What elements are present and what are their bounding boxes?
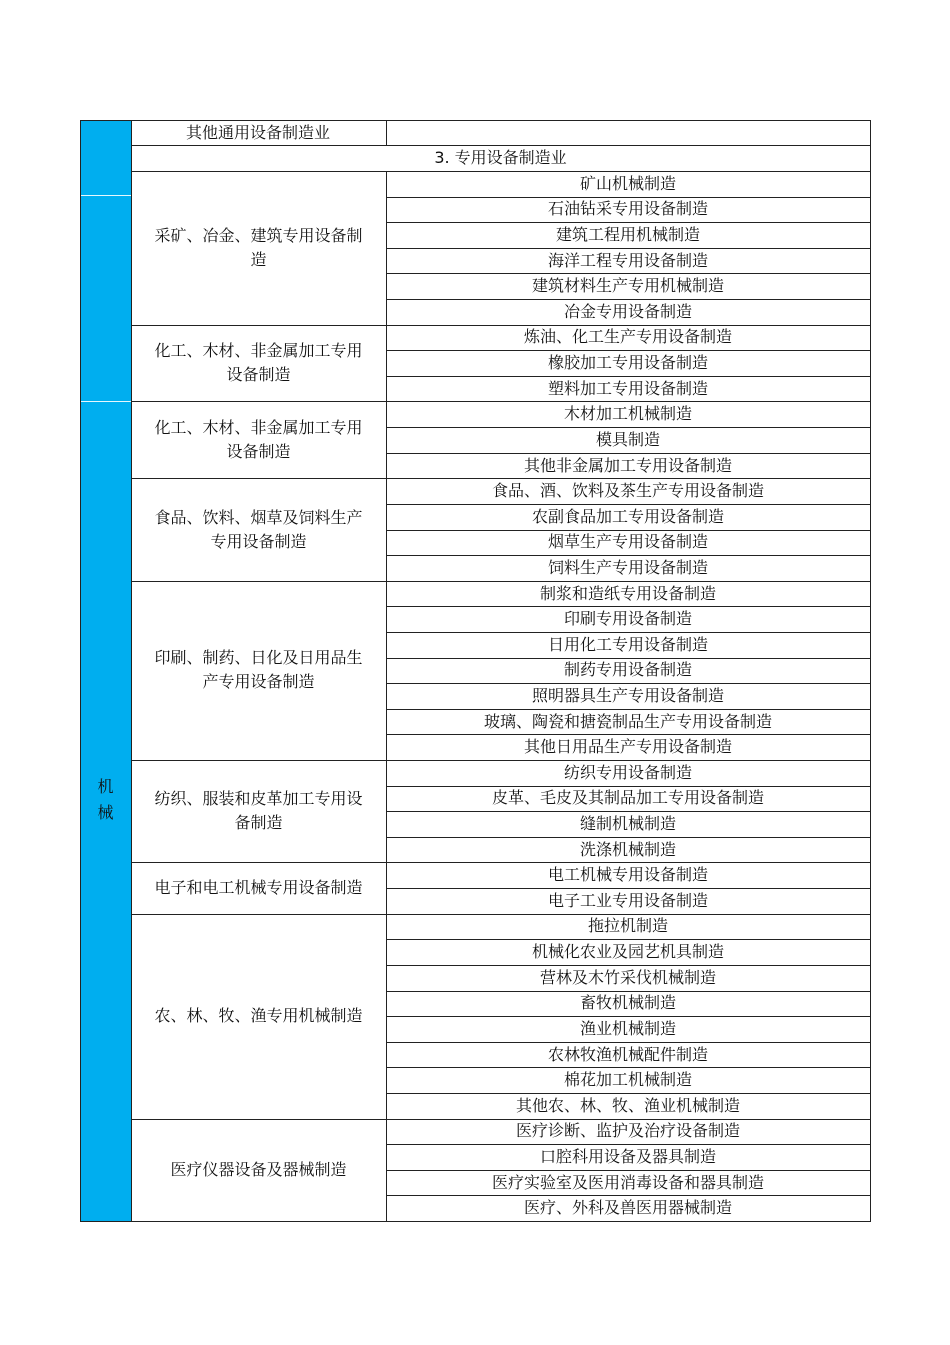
row-divider (386, 837, 871, 838)
row-divider (386, 530, 871, 531)
right-border (870, 120, 871, 1222)
subcategory-cell: 玻璃、陶瓷和搪瓷制品生产专用设备制造 (483, 711, 772, 731)
subcategory-cell: 制浆和造纸专用设备制造 (539, 583, 716, 603)
subcategory-cell: 矿山机械制造 (579, 173, 676, 193)
row-divider (386, 1093, 871, 1094)
row-divider (386, 453, 871, 454)
subcategory-cell: 制药专用设备制造 (563, 660, 692, 680)
subcategory-cell: 医疗、外科及兽医用器械制造 (523, 1198, 732, 1218)
subcategory-cell: 海洋工程专用设备制造 (547, 250, 708, 270)
subcategory-cell: 饲料生产专用设备制造 (547, 557, 708, 577)
subcategory-cell: 皮革、毛皮及其制品加工专用设备制造 (491, 788, 764, 808)
row-divider (386, 632, 871, 633)
row-divider (386, 811, 871, 812)
subcategory-cell: 医疗诊断、监护及治疗设备制造 (515, 1121, 740, 1141)
row-divider (386, 888, 871, 889)
row-divider (386, 991, 871, 992)
row-divider (386, 1144, 871, 1145)
group-name-cell: 化工、木材、非金属加工专用设备制造 (154, 341, 363, 385)
group-name-cell: 印刷、制药、日化及日用品生产专用设备制造 (154, 648, 363, 692)
subcategory-cell: 其他非金属加工专用设备制造 (523, 455, 732, 475)
top-row-right-cell (386, 120, 870, 145)
top-row-left-cell: 其他通用设备制造业 (185, 122, 330, 142)
subcategory-cell: 纺织专用设备制造 (563, 762, 692, 782)
row-divider (386, 197, 871, 198)
subcategory-cell: 橡胶加工专用设备制造 (547, 353, 708, 373)
left-border (80, 120, 81, 1222)
row-divider (386, 965, 871, 966)
row-divider (386, 683, 871, 684)
row-divider (386, 555, 871, 556)
industry-column (80, 120, 131, 1221)
subcategory-cell: 建筑材料生产专用机械制造 (531, 276, 724, 296)
industry-label: 机 械 (97, 777, 114, 822)
heading-divider (131, 171, 871, 172)
row-divider (386, 734, 871, 735)
column-divider-2 (386, 171, 387, 1222)
row-divider (386, 786, 871, 787)
subcategory-cell: 石油钻采专用设备制造 (547, 199, 708, 219)
table-top-border (80, 120, 871, 121)
subcategory-cell: 电子工业专用设备制造 (547, 890, 708, 910)
subcategory-cell: 冶金专用设备制造 (563, 301, 692, 321)
subcategory-cell: 农林牧渔机械配件制造 (547, 1044, 708, 1064)
column-divider-1 (131, 120, 132, 1222)
row-divider (386, 1042, 871, 1043)
subcategory-cell: 食品、酒、饮料及茶生产专用设备制造 (491, 481, 764, 501)
subcategory-cell: 营林及木竹采伐机械制造 (539, 967, 716, 987)
subcategory-cell: 印刷专用设备制造 (563, 609, 692, 629)
row-divider (386, 504, 871, 505)
subcategory-cell: 建筑工程用机械制造 (555, 225, 700, 245)
subcategory-cell: 其他农、林、牧、渔业机械制造 (515, 1095, 740, 1115)
group-name-cell: 医疗仪器设备及器械制造 (170, 1159, 347, 1179)
row-divider (386, 1195, 871, 1196)
group-name-cell: 电子和电工机械专用设备制造 (154, 878, 363, 898)
row-divider (386, 606, 871, 607)
subcategory-cell: 塑料加工专用设备制造 (547, 378, 708, 398)
subcategory-cell: 拖拉机制造 (587, 916, 668, 936)
row-divider (386, 658, 871, 659)
subcategory-cell: 机械化农业及园艺机具制造 (531, 942, 724, 962)
subcategory-cell: 口腔科用设备及器具制造 (539, 1146, 716, 1166)
row-divider (386, 222, 871, 223)
group-name-cell: 农、林、牧、渔专用机械制造 (154, 1006, 363, 1026)
subcategory-cell: 日用化工专用设备制造 (547, 634, 708, 654)
row-divider (386, 376, 871, 377)
group-name-cell: 采矿、冶金、建筑专用设备制造 (154, 225, 363, 269)
subcategory-cell: 炼油、化工生产专用设备制造 (523, 327, 732, 347)
row-divider (386, 248, 871, 249)
row-divider (386, 1170, 871, 1171)
industry-column-divider (80, 195, 131, 196)
subcategory-cell: 农副食品加工专用设备制造 (531, 506, 724, 526)
row-divider (386, 350, 871, 351)
row-divider (386, 939, 871, 940)
subcategory-cell: 电工机械专用设备制造 (547, 865, 708, 885)
group-name-cell: 化工、木材、非金属加工专用设备制造 (154, 417, 363, 461)
row-divider (386, 1067, 871, 1068)
subcategory-cell: 畜牧机械制造 (579, 993, 676, 1013)
subcategory-cell: 渔业机械制造 (579, 1018, 676, 1038)
subcategory-cell: 医疗实验室及医用消毒设备和器具制造 (491, 1172, 764, 1192)
top-row-divider (131, 145, 871, 146)
subcategory-cell: 模具制造 (595, 429, 660, 449)
section-heading: 3. 专用设备制造业 (434, 148, 567, 167)
subcategory-cell: 缝制机械制造 (579, 814, 676, 834)
subcategory-cell: 洗涤机械制造 (579, 839, 676, 859)
row-divider (386, 1016, 871, 1017)
row-divider (386, 299, 871, 300)
subcategory-cell: 烟草生产专用设备制造 (547, 532, 708, 552)
subcategory-cell: 其他日用品生产专用设备制造 (523, 737, 732, 757)
column-divider-2-top (386, 120, 387, 145)
group-name-cell: 纺织、服装和皮革加工专用设备制造 (154, 789, 363, 833)
subcategory-cell: 照明器具生产专用设备制造 (531, 685, 724, 705)
subcategory-cell: 棉花加工机械制造 (563, 1070, 692, 1090)
table-bottom-border (80, 1221, 871, 1222)
row-divider (386, 273, 871, 274)
group-name-cell: 食品、饮料、烟草及饲料生产专用设备制造 (154, 507, 363, 551)
subcategory-cell: 木材加工机械制造 (563, 404, 692, 424)
industry-column-divider (80, 401, 131, 402)
row-divider (386, 427, 871, 428)
row-divider (386, 709, 871, 710)
